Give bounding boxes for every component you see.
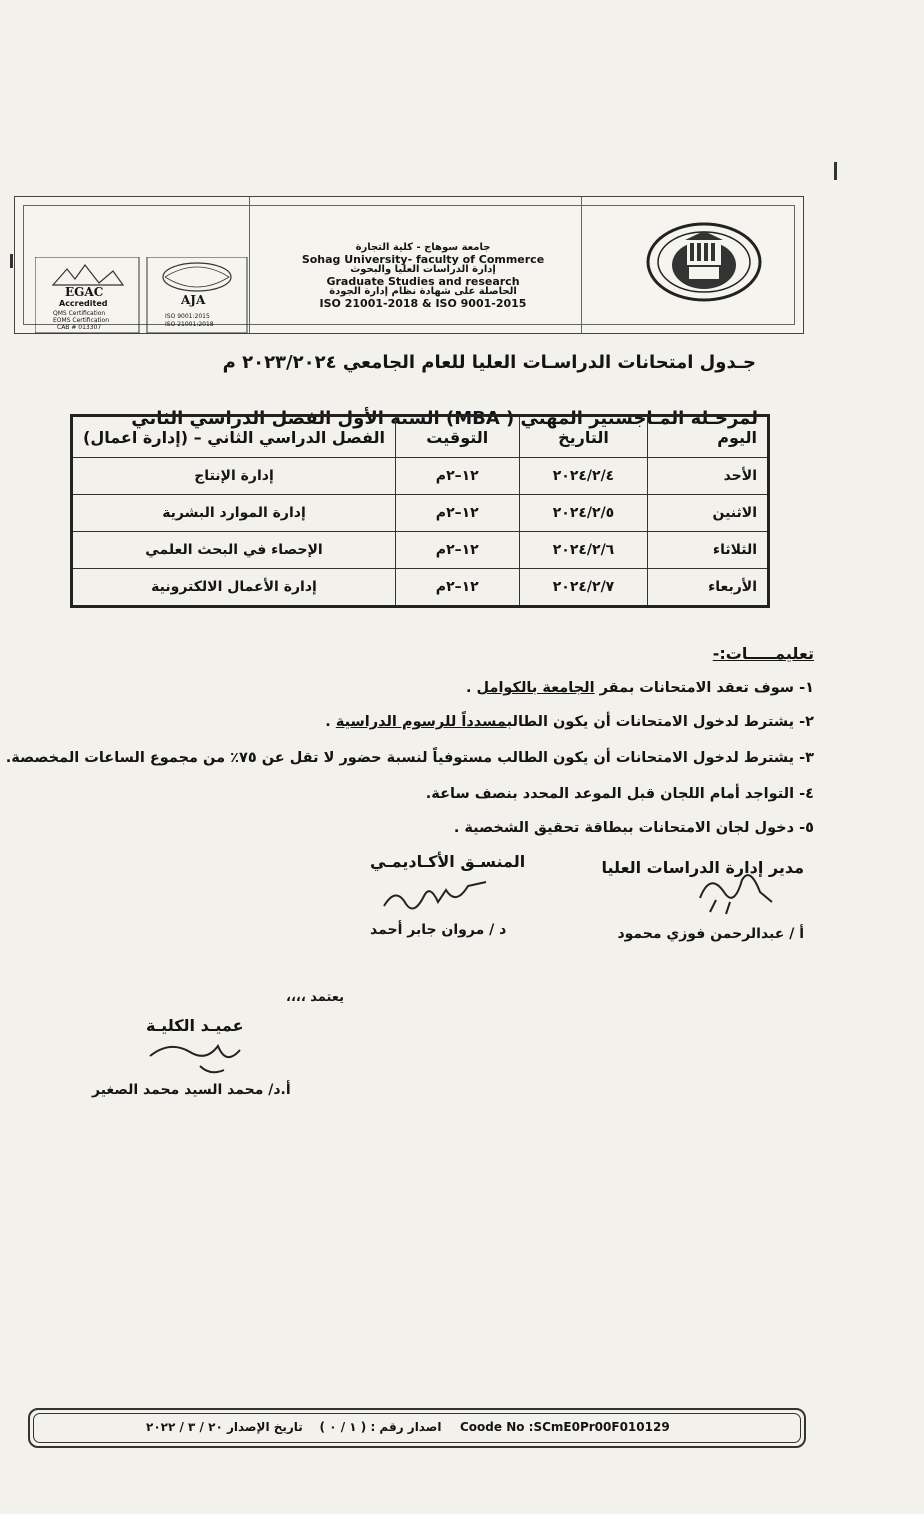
university-name-en: Sohag University- faculty of Commerce [301,252,545,266]
header-day: اليوم [648,416,769,458]
table-row [72,532,769,569]
exam-schedule-table [70,414,770,608]
aja-label: AJA [181,293,206,307]
graduate-director-name: أ / عبدالرحمن فوزي محمود [617,926,804,942]
dean-title: عميـد الكليـة [146,1016,244,1035]
table-header-row [72,416,769,458]
cell-time: ١٢–٢م [395,532,519,569]
table-row [72,569,769,607]
egac-label: EGAC [65,285,104,299]
header-time: التوقيت [395,416,519,458]
department-name-ar: إدارة الدراسات العليا والبحوث [350,264,496,276]
instruction-underlined: مسدداً للرسوم الدراسية [335,714,507,730]
header-date: التاريخ [519,416,648,458]
instruction-text: ٤- التواجد أمام اللجان قبل الموعد المحدد بنصف ساعة. [425,786,814,802]
instruction-item [6,750,814,766]
certification-badges [35,257,251,337]
university-name-ar: جامعة سوهاج - كلية التجارة [355,242,491,253]
egac-accredited: Accredited [59,299,108,308]
cell-subject: إدارة الإنتاج [72,458,396,495]
cell-date: ٢٠٢٤/٢/٦ [519,532,648,569]
header-subject: الفصل الدراسي الثاني – (إدارة اعمال) [72,416,396,458]
academic-coordinator-name: د / مروان جابر أحمد [370,922,507,938]
certification-ar: الحاصلة على شهادة نظام إدارة الجودة [329,286,517,298]
cell-day: الاثنين [648,495,769,532]
department-name-en: Graduate Studies and research [326,274,520,288]
instruction-text: ١- سوف تعقد الامتحانات بمقر [594,680,814,696]
academic-coordinator-title: المنسـق الأكـاديمـي [370,852,526,871]
instruction-text-end: . [465,680,477,696]
table-row [72,458,769,495]
egac-qms: QMS Certification [53,310,106,317]
instruction-text: ٣- يشترط لدخول الامتحانات أن يكون الطالب مستوفياً لنسبة حضور لا تقل عن ٧٥٪ من مجموع الساعات المخصصة. [5,750,814,766]
cell-day: الأحد [648,458,769,495]
release-date: تاريخ الإصدار ٢٠ / ٣ / ٢٠٢٢ [146,1420,303,1434]
university-logo-icon [629,209,779,315]
cell-subject: إدارة الموارد البشرية [72,495,396,532]
cell-subject: الإحصاء في البحث العلمي [72,532,396,569]
director-signature-icon [690,862,780,922]
footer-release [146,1420,441,1434]
cell-day: الثلاثاء [648,532,769,569]
cell-subject: إدارة الأعمال الالكترونية [72,569,396,607]
letterhead-text [263,243,583,309]
page-subtitle: لمرحـلة المـاجستير المهني ( MBA) السنة الأول الفصل الدراسي الثاني [131,408,758,429]
cell-date: ٢٠٢٤/٢/٥ [519,495,648,532]
instruction-item [325,714,814,730]
cell-date: ٢٠٢٤/٢/٧ [519,569,648,607]
scan-mark [834,162,837,180]
instruction-text-end: . [325,714,336,730]
document-code: Coode No :SCmE0Pr00F010129 [460,1420,670,1434]
graduate-director-title: مدير إدارة الدراسات العليا [601,858,804,877]
instructions-title: تعليمـــــات:- [712,644,814,663]
aja-iso-21001: ISO 21001:2018 [165,321,214,328]
cell-date: ٢٠٢٤/٢/٤ [519,458,648,495]
instruction-item [466,680,814,696]
aja-iso-9001: ISO 9001:2015 [165,313,210,320]
approval-label: يعتمد ،،،، [286,990,345,1005]
instruction-underlined: الجامعة بالكوامل [476,680,595,696]
instruction-item [454,820,814,836]
dean-signature-icon [140,1036,250,1080]
cell-day: الأربعاء [648,569,769,607]
cell-time: ١٢–٢م [395,495,519,532]
egac-eoms: EOMS Certification [53,317,110,324]
page-title: جـدول امتحانات الدراسـات العليا للعام الجامعي ٢٠٢٣/٢٠٢٤ م [222,352,756,373]
letterhead [14,196,804,334]
dean-name: أ.د/ محمد السيد محمد الصغير [92,1082,291,1098]
instruction-text: ٢- يشترط لدخول الامتحانات أن يكون الطالب [506,714,814,730]
instruction-text: ٥- دخول لجان الامتحانات ببطاقة تحقيق الشخصية . [453,820,814,836]
iso-standards: ISO 21001-2018 & ISO 9001-2015 [319,296,527,310]
instruction-item [426,786,814,802]
coordinator-signature-icon [376,876,496,920]
release-number: اصدار رقم : ( ١ / ٠ ) [319,1420,442,1434]
scan-mark [10,254,13,268]
table-row [72,495,769,532]
cell-time: ١٢–٢م [395,458,519,495]
cell-time: ١٢–٢م [395,569,519,607]
egac-cab: CAB # 013307 [57,324,102,331]
